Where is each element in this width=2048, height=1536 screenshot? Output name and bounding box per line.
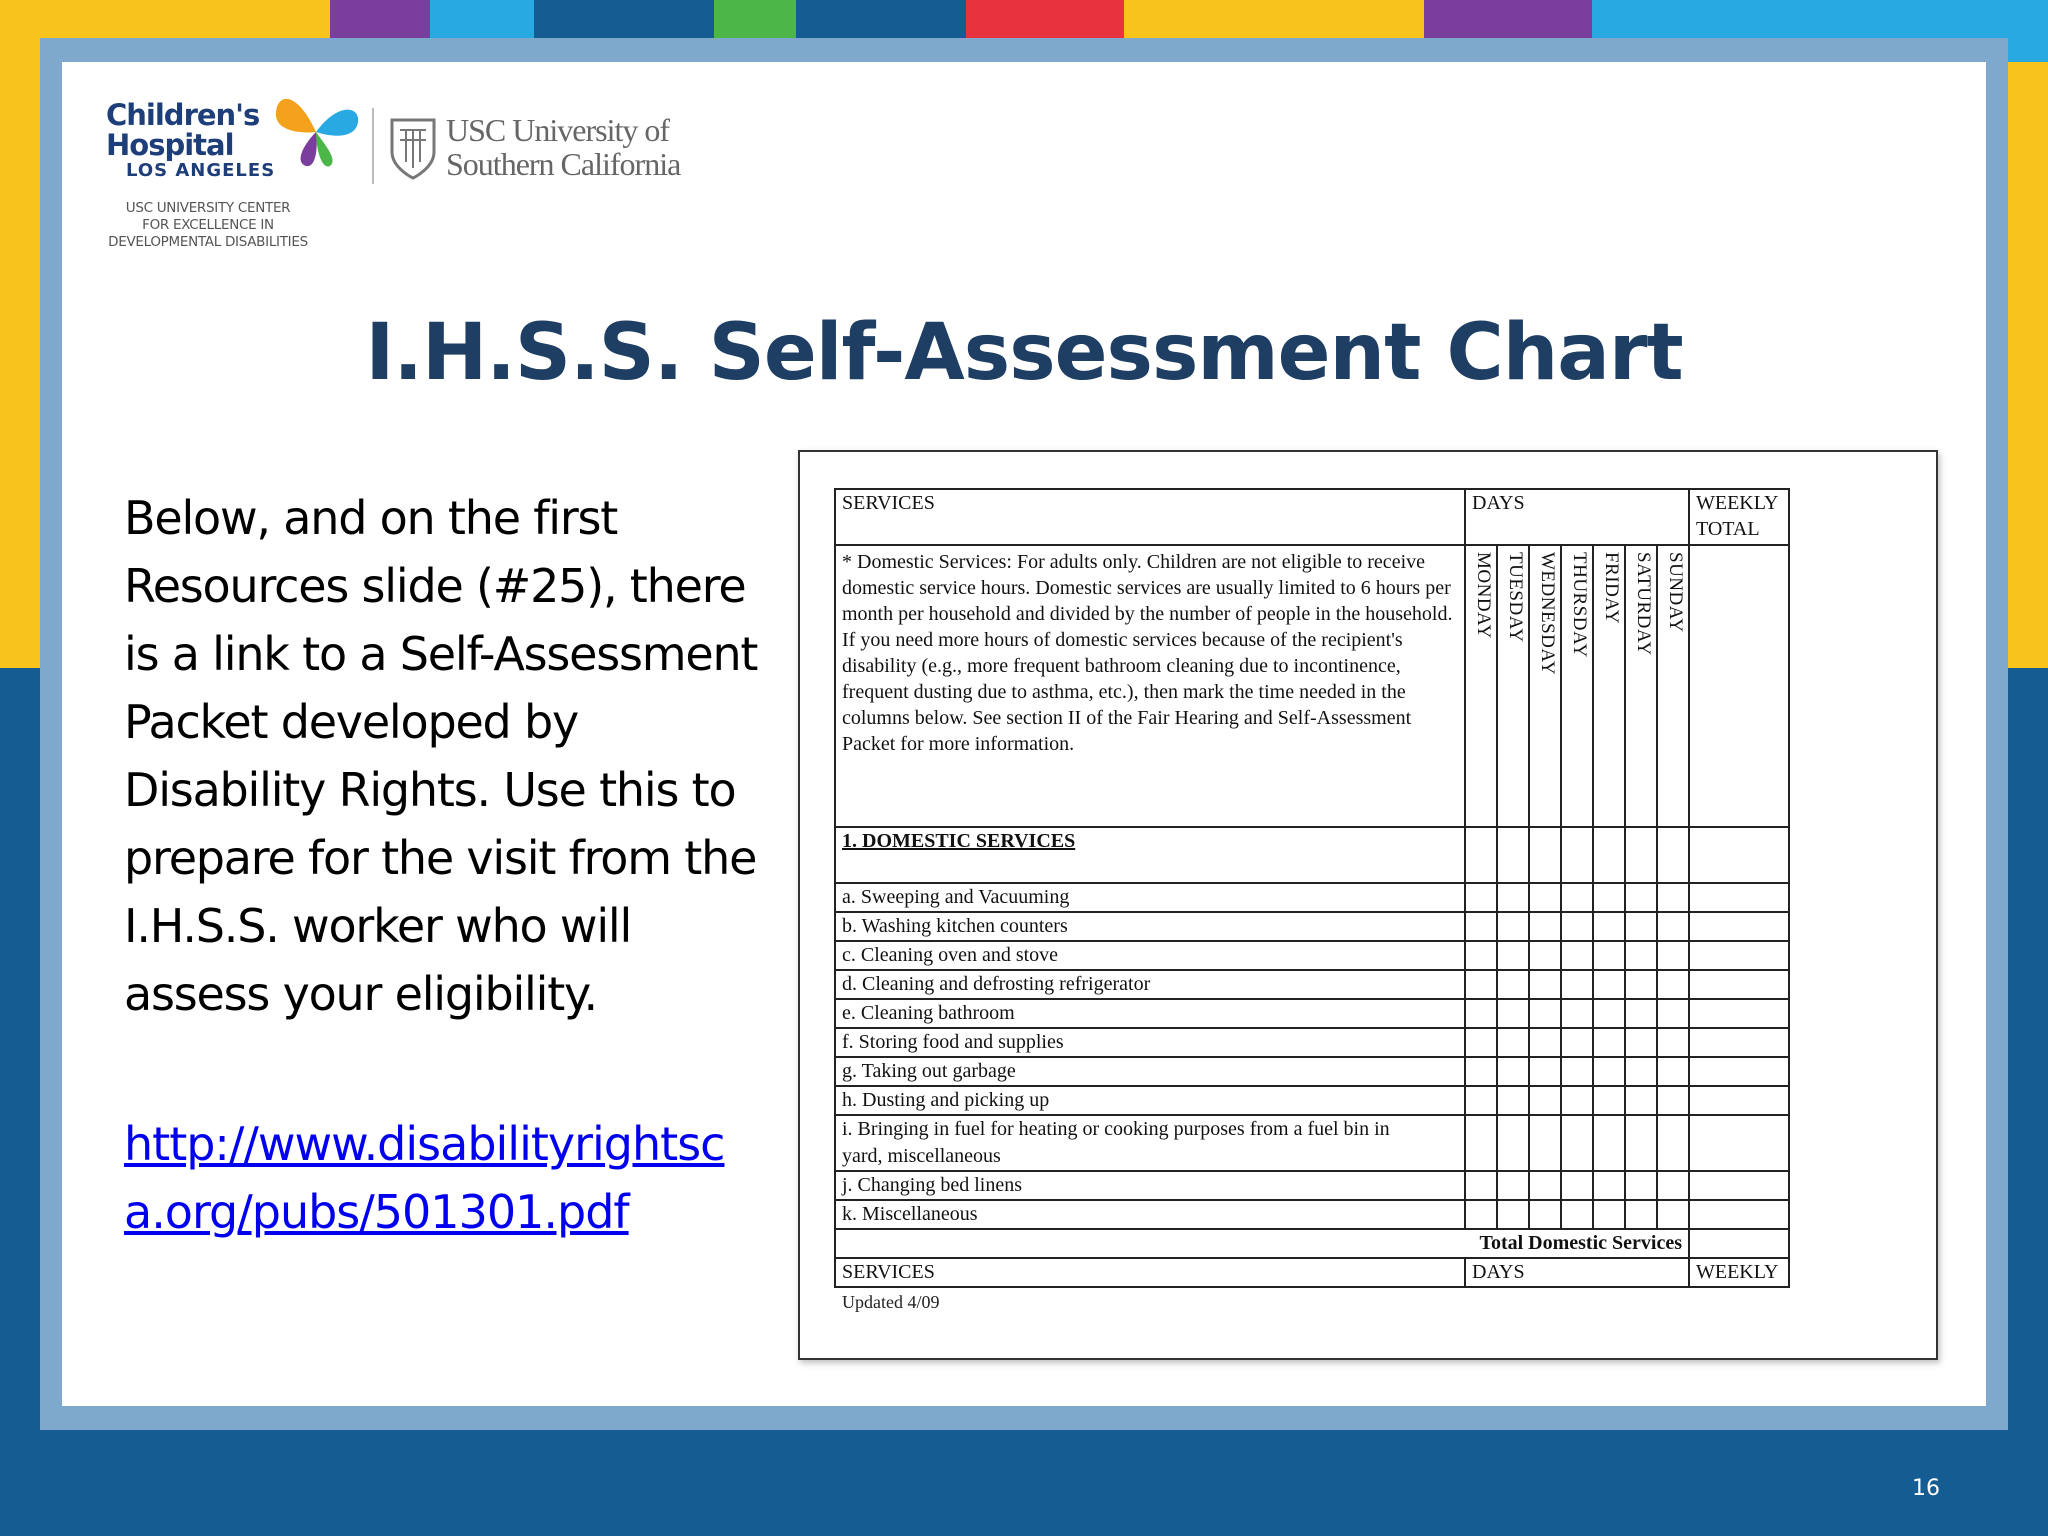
section-title: 1. DOMESTIC SERVICES	[835, 827, 1465, 883]
table-row	[835, 970, 1789, 999]
note-row	[835, 545, 1789, 827]
butterfly-icon	[268, 82, 364, 178]
day-wednesday: WEDNESDAY	[1529, 545, 1561, 827]
item-label: h. Dusting and picking up	[835, 1086, 1465, 1115]
chla-logo-line2: Hospital	[106, 128, 234, 162]
item-label: d. Cleaning and defrosting refrigerator	[835, 970, 1465, 999]
footer-days: DAYS	[1465, 1258, 1689, 1287]
ucedd-line2: FOR EXCELLENCE IN	[142, 217, 274, 233]
table-row	[835, 1028, 1789, 1057]
header-weekly-total: WEEKLY TOTAL	[1689, 489, 1789, 545]
item-label: c. Cleaning oven and stove	[835, 941, 1465, 970]
ucedd-line3: DEVELOPMENTAL DISABILITIES	[108, 234, 308, 250]
footer-weekly: WEEKLY	[1689, 1258, 1789, 1287]
item-label: b. Washing kitchen counters	[835, 912, 1465, 941]
usc-seal-icon	[388, 112, 438, 182]
domestic-services-note: * Domestic Services: For adults only. Children are not eligible to receive domestic service hours. Domestic services are usually limited to 6 hours per month per household and divided by the number of people in the household. If you need more hours of domestic services because of the recipient's disability (e.g., more frequent bathroom cleaning due to incontinence, frequent dusting due to asthma, etc.), then mark the time needed in the columns below. See section II of the Fair Hearing and Self-Assessment Packet for more information.	[835, 545, 1465, 827]
header-days: DAYS	[1465, 489, 1689, 545]
item-label: e. Cleaning bathroom	[835, 999, 1465, 1028]
self-assessment-table	[834, 488, 1790, 1288]
item-i-line1: i. Bringing in fuel for heating or cooking purposes from a fuel bin in	[842, 1118, 1390, 1140]
weekly-cell	[1689, 545, 1789, 827]
item-label: f. Storing food and supplies	[835, 1028, 1465, 1057]
slide-number: 16	[1912, 1476, 1940, 1501]
table-row	[835, 1200, 1789, 1229]
packet-link[interactable]: http://www.disabilityrightsca.org/pubs/501301.pdf	[124, 1117, 725, 1239]
chla-logo	[104, 82, 364, 262]
self-assessment-form-image	[798, 450, 1938, 1360]
header-services: SERVICES	[835, 489, 1465, 545]
table-row	[835, 883, 1789, 912]
table-row	[835, 1115, 1789, 1171]
item-label: k. Miscellaneous	[835, 1200, 1465, 1229]
chla-logo-line1: Children's	[106, 98, 260, 132]
total-row	[835, 1229, 1789, 1258]
item-label: j. Changing bed linens	[835, 1171, 1465, 1200]
slide-body-text: Below, and on the first Resources slide (#25), there is a link to a Self-Assessment Packet developed by Disability Rights. Use this to prepare for the visit from the I.H.S.S. worker who will assess your eligibility.	[124, 491, 758, 1021]
item-label: a. Sweeping and Vacuuming	[835, 883, 1465, 912]
table-footer-row	[835, 1258, 1789, 1287]
chla-logo-line3: LOS ANGELES	[126, 160, 276, 181]
table-header-row	[835, 489, 1789, 545]
table-row	[835, 941, 1789, 970]
item-label: g. Taking out garbage	[835, 1057, 1465, 1086]
table-row	[835, 912, 1789, 941]
day-saturday: SATURDAY	[1625, 545, 1657, 827]
day-thursday: THURSDAY	[1561, 545, 1593, 827]
item-label	[835, 1115, 1465, 1171]
item-i-line2: yard, miscellaneous	[842, 1145, 1001, 1167]
table-row	[835, 999, 1789, 1028]
logo-divider	[372, 108, 374, 184]
table-row	[835, 1057, 1789, 1086]
section-row	[835, 827, 1789, 883]
day-friday: FRIDAY	[1593, 545, 1625, 827]
footer-services: SERVICES	[835, 1258, 1465, 1287]
day-sunday: SUNDAY	[1657, 545, 1689, 827]
table-row	[835, 1171, 1789, 1200]
total-domestic-label: Total Domestic Services	[835, 1229, 1689, 1258]
slide-title: I.H.S.S. Self-Assessment Chart	[365, 308, 1683, 398]
usc-logo-line2: Southern California	[446, 146, 681, 182]
day-tuesday: TUESDAY	[1497, 545, 1529, 827]
form-updated-date: Updated 4/09	[842, 1292, 940, 1312]
usc-logo-line1: USC University of	[446, 112, 669, 148]
day-monday: MONDAY	[1465, 545, 1497, 827]
table-row	[835, 1086, 1789, 1115]
ucedd-line1: USC UNIVERSITY CENTER	[125, 200, 291, 216]
